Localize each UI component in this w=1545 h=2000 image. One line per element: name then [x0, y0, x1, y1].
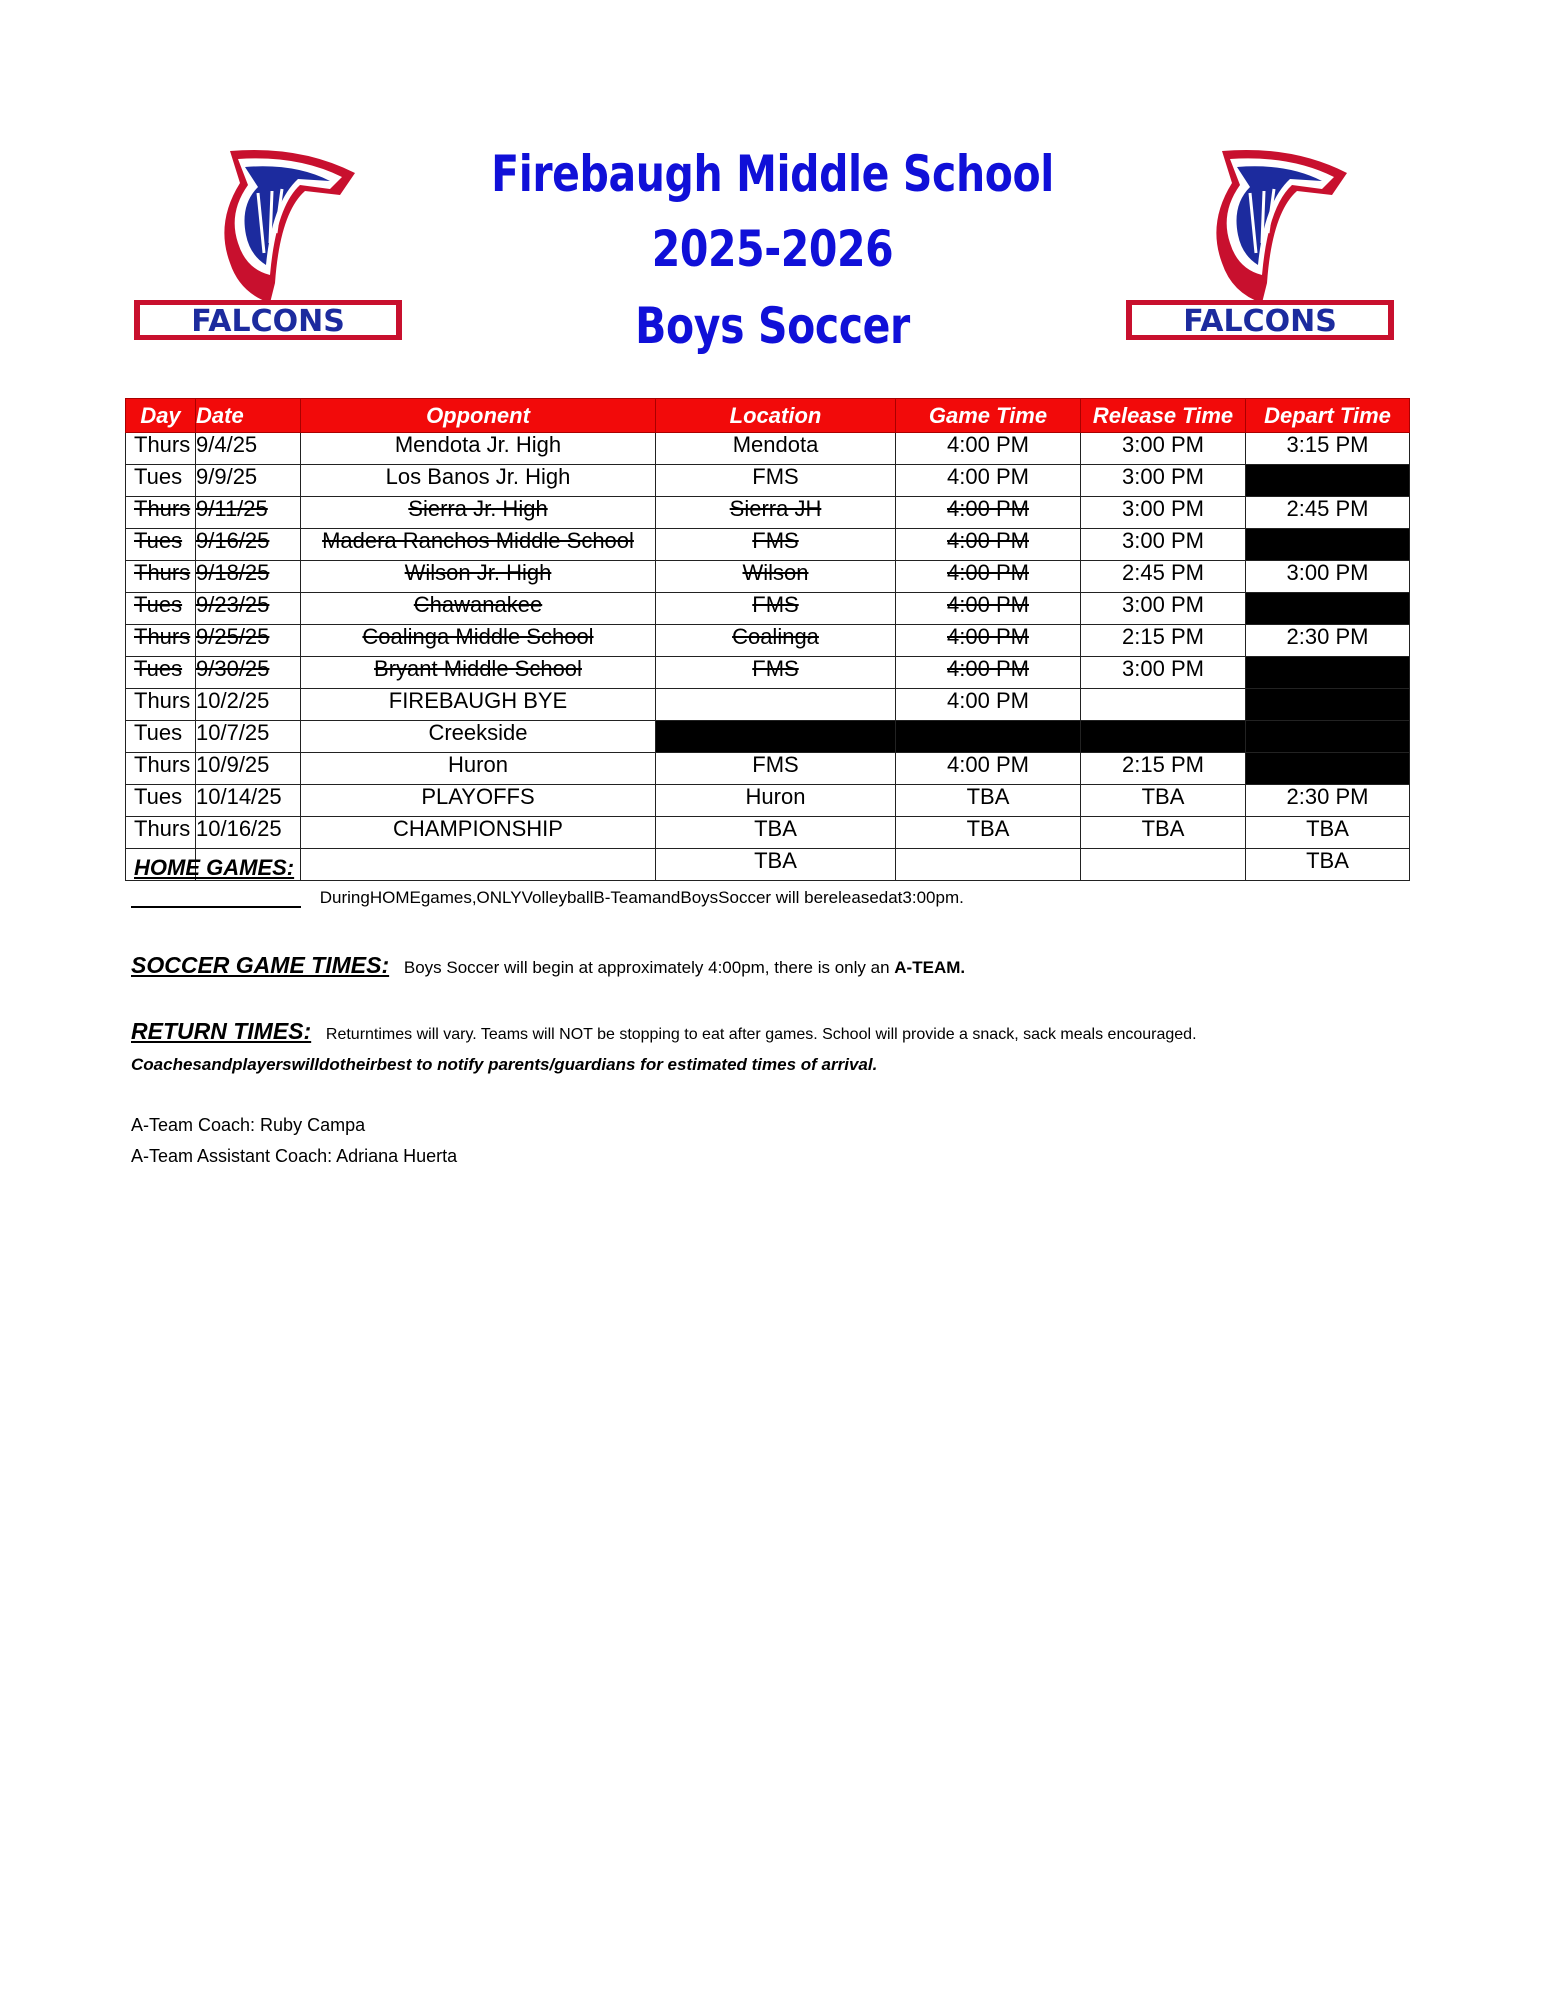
cell-location: TBA [656, 849, 896, 881]
assistant-coach: A-Team Assistant Coach: Adriana Huerta [131, 1146, 458, 1166]
cell-opponent: Madera Ranchos Middle School [301, 529, 656, 561]
head-coach: A-Team Coach: Ruby Campa [131, 1115, 366, 1135]
cell-day: Tues [126, 593, 196, 625]
table-row [126, 465, 1410, 497]
cell-date: 9/9/25 [196, 465, 301, 497]
return-times-italic: Coachesandplayerswilldotheirbest to notify parents/guardians for estimated times of arrival. [131, 1055, 878, 1074]
cell-release-time [1081, 689, 1246, 721]
season-year: 2025-2026 [651, 220, 894, 278]
cell-location: Huron [656, 785, 896, 817]
cell-opponent: FIREBAUGH BYE [301, 689, 656, 721]
soccer-game-times-heading: SOCCER GAME TIMES: [131, 952, 390, 978]
cell-opponent: Mendota Jr. High [301, 433, 656, 465]
table-row [126, 689, 1410, 721]
cell-date: 10/2/25 [196, 689, 301, 721]
cell-day: Thurs [126, 689, 196, 721]
sport-title: Boys Soccer [635, 297, 910, 355]
soccer-game-times-ateam: A-TEAM. [894, 958, 966, 977]
cell-release-time: 3:00 PM [1081, 529, 1246, 561]
table-header-row [126, 399, 1410, 433]
cell-release-time: 2:45 PM [1081, 561, 1246, 593]
logo-text: FALCONS [191, 304, 345, 339]
cell-date: 10/9/25 [196, 753, 301, 785]
cell-location: Mendota [656, 433, 896, 465]
cell-day: Thurs [126, 497, 196, 529]
cell-game-time: 4:00 PM [896, 561, 1081, 593]
cell-location: FMS [656, 753, 896, 785]
table-row [126, 753, 1410, 785]
cell-date: 9/30/25 [196, 657, 301, 689]
table-row [126, 785, 1410, 817]
cell-date: 9/18/25 [196, 561, 301, 593]
cell-location: FMS [656, 465, 896, 497]
col-release-time: Release Time [1081, 399, 1246, 433]
cell-opponent: Chawanakee [301, 593, 656, 625]
col-game-time: Game Time [896, 399, 1081, 433]
cell-release-time: TBA [1081, 817, 1246, 849]
cell-game-time: TBA [896, 817, 1081, 849]
soccer-game-times [131, 952, 1431, 979]
falcons-logo-left [130, 143, 405, 348]
cell-date: 9/11/25 [196, 497, 301, 529]
cell-date: 9/4/25 [196, 433, 301, 465]
cell-game-time: 4:00 PM [896, 689, 1081, 721]
cell-depart-time: 3:00 PM [1246, 561, 1410, 593]
home-games-note: DuringHOMEgames,ONLYVolleyballB-TeamandBoysSoccer will bereleasedat3:00pm. [319, 888, 964, 907]
cell-date: 9/25/25 [196, 625, 301, 657]
cell-opponent: Los Banos Jr. High [301, 465, 656, 497]
cell-release-time: 3:00 PM [1081, 465, 1246, 497]
cell-location: FMS [656, 529, 896, 561]
cell-location: Coalinga [656, 625, 896, 657]
cell-opponent: Sierra Jr. High [301, 497, 656, 529]
table-row [126, 817, 1410, 849]
cell-game-time: 4:00 PM [896, 593, 1081, 625]
cell-opponent: Huron [301, 753, 656, 785]
cell-day: Thurs [126, 625, 196, 657]
cell-day: Thurs [126, 753, 196, 785]
col-day: Day [126, 399, 196, 433]
cell-location: FMS [656, 657, 896, 689]
cell-date: 10/7/25 [196, 721, 301, 753]
col-date: Date [196, 399, 301, 433]
cell-day: HOME GAMES: [126, 849, 196, 881]
cell-date: 9/16/25 [196, 529, 301, 561]
cell-depart-time [1246, 465, 1410, 497]
cell-depart-time: TBA [1246, 817, 1410, 849]
cell-game-time: 4:00 PM [896, 497, 1081, 529]
home-games-underline [131, 888, 301, 908]
table-row [126, 849, 1410, 881]
cell-opponent: Bryant Middle School [301, 657, 656, 689]
cell-location: TBA [656, 817, 896, 849]
cell-release-time: 3:00 PM [1081, 657, 1246, 689]
table-row [126, 529, 1410, 561]
cell-release-time [1081, 849, 1246, 881]
soccer-game-times-text: Boys Soccer will begin at approximately 4:00pm, there is only an [403, 958, 890, 977]
table-row [126, 497, 1410, 529]
table-row [126, 433, 1410, 465]
cell-opponent [301, 849, 656, 881]
cell-opponent: Wilson Jr. High [301, 561, 656, 593]
logo-text: FALCONS [1183, 304, 1337, 339]
cell-depart-time: 2:30 PM [1246, 625, 1410, 657]
cell-opponent: CHAMPIONSHIP [301, 817, 656, 849]
cell-game-time: 4:00 PM [896, 625, 1081, 657]
cell-game-time: 4:00 PM [896, 465, 1081, 497]
cell-depart-time [1246, 529, 1410, 561]
cell-depart-time [1246, 753, 1410, 785]
return-times [131, 1018, 1511, 1045]
cell-release-time: 3:00 PM [1081, 721, 1246, 753]
cell-game-time [896, 849, 1081, 881]
cell-game-time: TBA [896, 785, 1081, 817]
school-title: Firebaugh Middle School [491, 145, 1054, 203]
cell-depart-time [1246, 689, 1410, 721]
cell-day: Thurs [126, 561, 196, 593]
cell-depart-time: 2:30 PM [1246, 785, 1410, 817]
cell-location: Wilson [656, 561, 896, 593]
cell-depart-time: TBA [1246, 849, 1410, 881]
falcons-logo-right [1122, 143, 1397, 348]
cell-game-time: 4:00 PM [896, 657, 1081, 689]
col-depart-time: Depart Time [1246, 399, 1410, 433]
cell-game-time: 4:00 PM [896, 753, 1081, 785]
cell-release-time: TBA [1081, 785, 1246, 817]
cell-opponent: PLAYOFFS [301, 785, 656, 817]
cell-day: Tues [126, 721, 196, 753]
cell-release-time: 3:00 PM [1081, 593, 1246, 625]
cell-location: FMS [656, 593, 896, 625]
cell-release-time: 3:00 PM [1081, 433, 1246, 465]
table-row [126, 721, 1410, 753]
cell-day: Tues [126, 785, 196, 817]
cell-release-time: 3:00 PM [1081, 497, 1246, 529]
table-row [126, 625, 1410, 657]
schedule-body [126, 433, 1410, 881]
table-row [126, 657, 1410, 689]
table-row [126, 593, 1410, 625]
cell-date: 9/23/25 [196, 593, 301, 625]
cell-location [656, 721, 896, 753]
cell-day: Thurs [126, 817, 196, 849]
cell-depart-time [1246, 657, 1410, 689]
cell-day: Thurs [126, 433, 196, 465]
cell-date: 10/14/25 [196, 785, 301, 817]
cell-depart-time: 2:45 PM [1246, 497, 1410, 529]
cell-location: Sierra JH [656, 497, 896, 529]
schedule-table [125, 398, 1410, 881]
cell-depart-time [1246, 593, 1410, 625]
cell-location [656, 689, 896, 721]
cell-opponent: Coalinga Middle School [301, 625, 656, 657]
cell-day: Tues [126, 529, 196, 561]
cell-day: Tues [126, 465, 196, 497]
cell-depart-time: 3:15 PM [1246, 433, 1410, 465]
cell-game-time [896, 721, 1081, 753]
return-times-text: Returntimes will vary. Teams will NOT be stopping to eat after games. School will provide a snack, sack meals encouraged. [325, 1026, 1197, 1043]
cell-game-time: 4:00 PM [896, 433, 1081, 465]
cell-release-time: 2:15 PM [1081, 753, 1246, 785]
home-games-note-line [131, 888, 1431, 908]
cell-depart-time [1246, 721, 1410, 753]
col-opponent: Opponent [301, 399, 656, 433]
return-times-heading: RETURN TIMES: [131, 1018, 312, 1044]
cell-opponent: Creekside [301, 721, 656, 753]
table-row [126, 561, 1410, 593]
cell-date: 10/16/25 [196, 817, 301, 849]
col-location: Location [656, 399, 896, 433]
cell-day: Tues [126, 657, 196, 689]
cell-release-time: 2:15 PM [1081, 625, 1246, 657]
cell-game-time: 4:00 PM [896, 529, 1081, 561]
